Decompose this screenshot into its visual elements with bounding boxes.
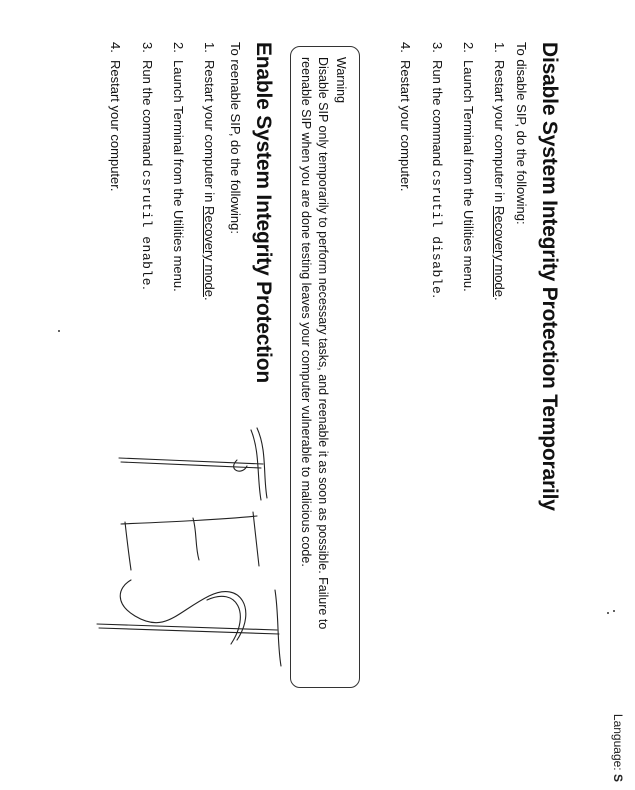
command-code: csrutil enable bbox=[139, 169, 154, 287]
list-item bbox=[453, 24, 484, 301]
step-text-end: . bbox=[430, 294, 445, 298]
step-text-end: . bbox=[140, 286, 155, 290]
command-code: csrutil disable bbox=[429, 169, 444, 295]
scan-speck bbox=[58, 330, 60, 332]
step-number: 4. bbox=[108, 42, 123, 53]
enable-intro: To reenable SIP, do the following: bbox=[228, 42, 243, 235]
list-item bbox=[484, 24, 515, 301]
scan-speck bbox=[607, 612, 609, 614]
step-text: Launch Terminal from the Utilities menu. bbox=[171, 60, 186, 292]
step-number: 3. bbox=[140, 42, 155, 53]
step-number: 1. bbox=[492, 42, 507, 53]
list-item bbox=[390, 24, 421, 301]
warning-body: Disable SIP only temporarily to perform necessary tasks, and reenable it as soon as possible. Failure to reenable SIP when you are done testing leaves your computer vulnerable to malicious code. bbox=[299, 57, 330, 630]
step-text: Restart your computer in bbox=[202, 60, 217, 206]
disable-steps-list bbox=[390, 24, 515, 301]
list-item bbox=[100, 24, 131, 301]
enable-sip-heading: Enable System Integrity Protection bbox=[252, 42, 275, 383]
step-text: Restart your computer. bbox=[398, 60, 413, 192]
step-number: 2. bbox=[171, 42, 186, 53]
list-item bbox=[421, 24, 453, 301]
step-number: 3. bbox=[430, 42, 445, 53]
language-indicator bbox=[611, 714, 625, 782]
step-text: Run the command bbox=[140, 60, 155, 170]
step-text-end: . bbox=[492, 297, 507, 301]
recovery-mode-link[interactable]: Recovery mode bbox=[492, 205, 507, 297]
list-item bbox=[163, 24, 194, 301]
recovery-mode-link[interactable]: Recovery mode bbox=[202, 205, 217, 297]
list-item bbox=[194, 24, 225, 301]
step-number: 4. bbox=[398, 42, 413, 53]
step-text: Restart your computer in bbox=[492, 60, 507, 206]
step-number: 1. bbox=[202, 42, 217, 53]
scan-speck bbox=[613, 610, 615, 612]
step-number: 2. bbox=[461, 42, 476, 53]
step-text: Restart your computer. bbox=[108, 60, 123, 192]
warning-title: Warning bbox=[334, 57, 348, 104]
enable-steps-list bbox=[100, 24, 225, 301]
step-text-end: . bbox=[202, 297, 217, 301]
list-item bbox=[131, 24, 163, 301]
step-text: Launch Terminal from the Utilities menu. bbox=[461, 60, 476, 292]
disable-sip-heading: Disable System Integrity Protection Temporarily bbox=[538, 42, 561, 511]
disable-intro: To disable SIP, do the following: bbox=[514, 42, 529, 225]
language-value: S bbox=[611, 773, 625, 782]
step-text: Run the command bbox=[430, 60, 445, 170]
handwritten-test-signature bbox=[87, 420, 297, 670]
language-label: Language: bbox=[611, 713, 625, 771]
warning-callout bbox=[290, 46, 360, 688]
